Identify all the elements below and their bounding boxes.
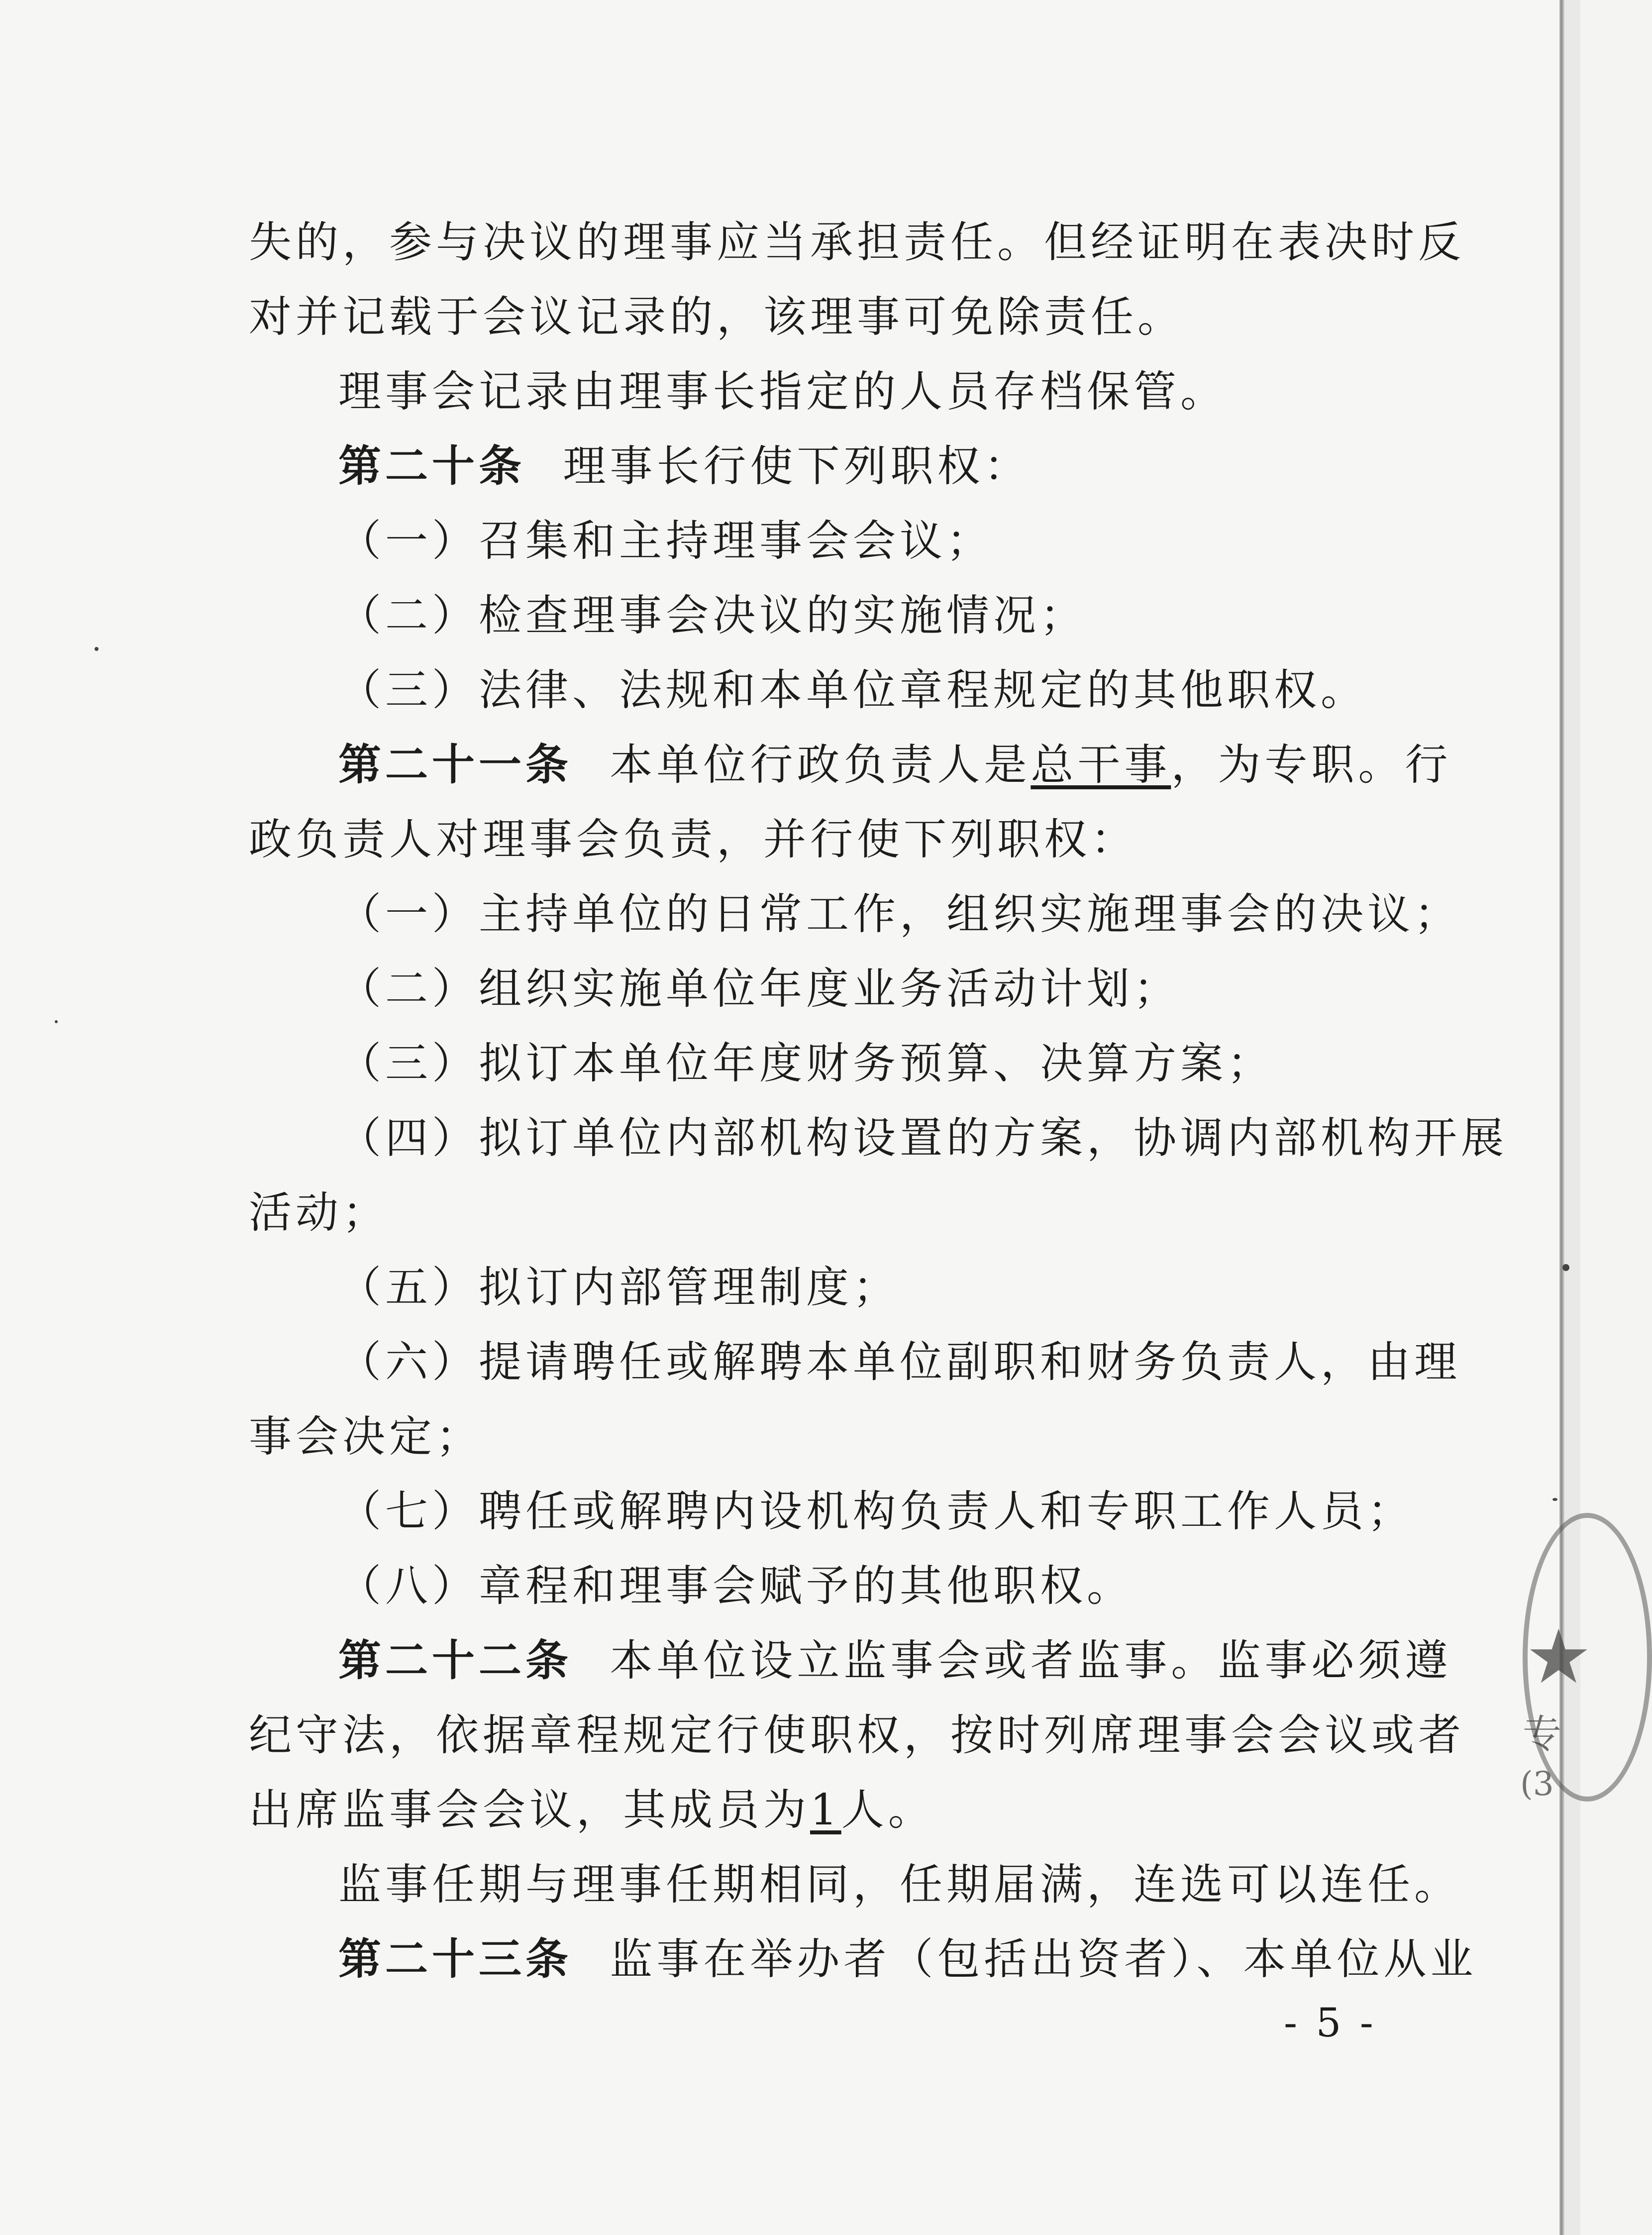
scan-speck [1552,1498,1557,1501]
seal-text: 专 [1523,1712,1562,1757]
line-text: ，为专职。行 [1171,740,1452,790]
line-text: 理事会记录由理事长指定的人员存档保管。 [338,367,1227,417]
scan-edge-shadow [1559,0,1564,2235]
seal-star-icon: ★ [1525,1614,1592,1701]
text-line [249,1708,1465,1763]
article-heading: 第二十条 [338,441,525,491]
list-item [338,887,1461,942]
underlined-field: 总干事 [1031,740,1171,790]
text-line [249,812,1137,867]
article-line [338,1633,1451,1688]
text-line [249,215,1465,270]
line-text: （三）法律、法规和本单位章程规定的其他职权。 [338,665,1367,715]
line-text: 出席监事会会议，其成员为 [249,1785,810,1835]
line-text: 人。 [841,1785,935,1835]
line-text: （八）章程和理事会赋予的其他职权。 [338,1561,1134,1611]
line-text: （六）提请聘任或解聘本单位副职和财务负责人，由理 [338,1337,1461,1387]
text-line [249,1185,389,1240]
line-text: 监事任期与理事任期相同，任期届满，连选可以连任。 [338,1860,1461,1910]
text-line [249,290,1184,344]
line-text: （二）组织实施单位年度业务活动计划； [338,964,1180,1014]
line-text: 政负责人对理事会负责，并行使下列职权： [249,815,1137,864]
line-text: （三）拟订本单位年度财务预算、决算方案； [338,1039,1274,1088]
underlined-field: 1 [810,1785,841,1835]
list-item [338,1335,1461,1389]
list-item [338,663,1367,718]
line-text: 监事在举办者（包括出资者）、本单位从业 [610,1934,1477,1984]
article-heading: 第二十一条 [338,740,572,790]
scan-speck [95,647,99,651]
line-text: 事会决定； [249,1412,483,1462]
article-line [338,439,1031,494]
line-text: （二）检查理事会决议的实施情况； [338,591,1087,640]
line-text: 本单位设立监事会或者监事。监事必须遵 [610,1636,1452,1686]
text-line [338,364,1227,419]
list-item [338,1111,1508,1166]
line-text: 本单位行政负责人是 [610,740,1031,790]
line-text: 纪守法，依据章程规定行使职权，按时列席理事会会议或者 [249,1710,1465,1760]
list-item [338,1036,1274,1091]
list-item [338,514,993,568]
list-item [338,588,1087,643]
article-heading: 第二十三条 [338,1934,572,1984]
line-text: 失的，参与决议的理事应当承担责任。但经证明在表决时反 [249,217,1465,267]
list-item [338,961,1180,1016]
line-text: （五）拟订内部管理制度； [338,1263,900,1312]
list-item [338,1260,900,1315]
list-item [338,1484,1414,1539]
article-heading: 第二十二条 [338,1635,572,1686]
line-text: 理事长行使下列职权： [563,441,1031,491]
text-line [338,1857,1461,1912]
line-text: 对并记载于会议记录的，该理事可免除责任。 [249,292,1184,342]
line-text: （一）召集和主持理事会会议； [338,516,993,566]
article-line [338,738,1451,792]
line-text: （四）拟订单位内部机构设置的方案，协调内部机构开展 [338,1113,1508,1163]
scan-speck [55,1020,58,1023]
line-text: 活动； [249,1188,389,1238]
seal-code: (3 [1520,1765,1554,1803]
line-text: （七）聘任或解聘内设机构负责人和专职工作人员； [338,1487,1414,1536]
text-line [249,1409,483,1464]
article-line [338,1932,1477,1987]
scan-margin [1564,0,1580,2235]
page-number: - 5 - [1284,2000,1376,2046]
scan-speck [1562,1264,1569,1271]
list-item [338,1559,1134,1613]
line-text: （一）主持单位的日常工作，组织实施理事会的决议； [338,889,1461,939]
text-line [249,1783,935,1837]
